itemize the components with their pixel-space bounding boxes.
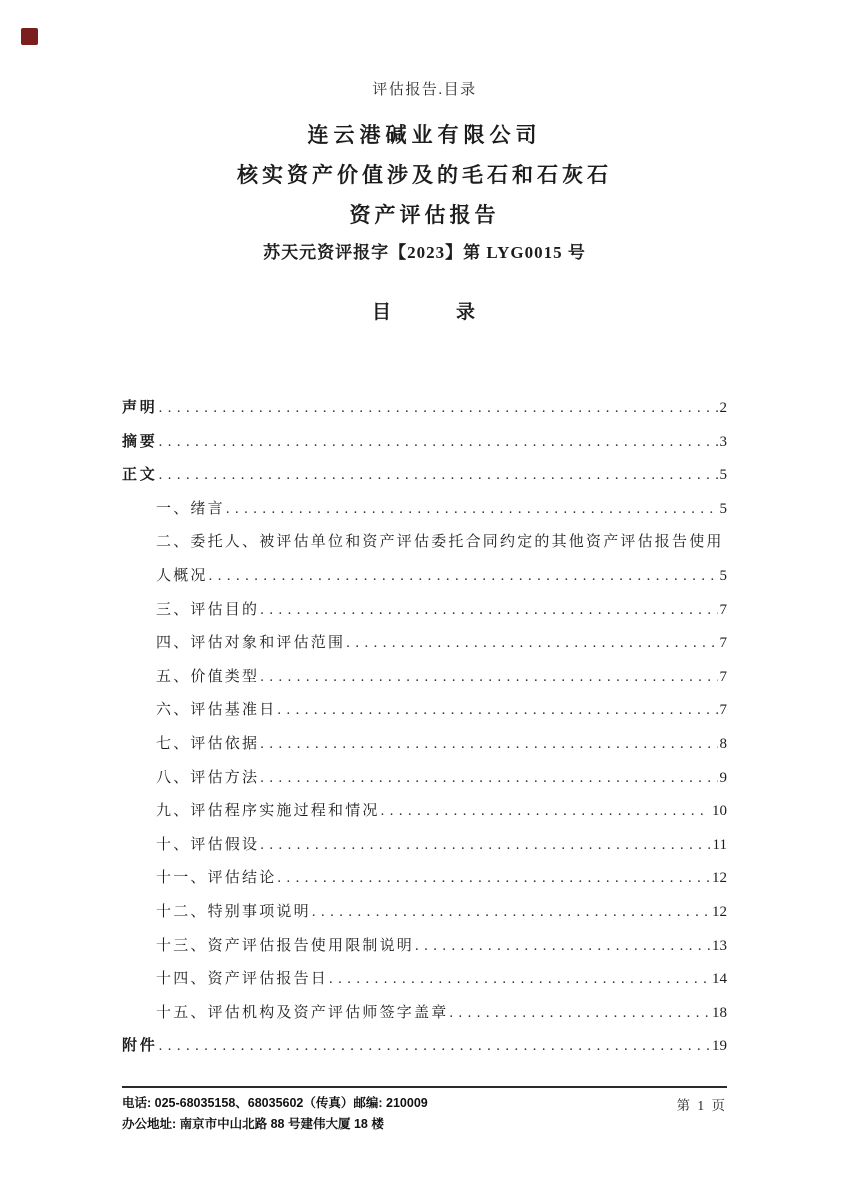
toc-entry <box>122 426 727 460</box>
footer-phone-line: 电话: 025-68035158、68035602（传真）邮编: 210009 <box>122 1096 428 1110</box>
toc-entry-label: 一、绪言 <box>156 500 225 517</box>
toc-entry-page-number: 5 <box>719 467 727 484</box>
toc-entry-page-number: 18 <box>712 1004 727 1021</box>
toc-entry <box>122 997 727 1031</box>
dot-leader <box>312 896 710 930</box>
toc-entry <box>122 560 727 594</box>
toc-entry-page-number: 7 <box>719 702 727 719</box>
toc-entry <box>122 1030 727 1064</box>
toc-entry <box>122 594 727 628</box>
document-number: 苏天元资评报字【2023】第 LYG0015 号 <box>263 243 586 262</box>
toc-entry-label: 附件 <box>122 1038 158 1055</box>
toc-entry-label: 七、评估依据 <box>156 735 260 752</box>
toc-entry-label: 十一、评估结论 <box>156 870 277 887</box>
dot-leader <box>449 997 710 1031</box>
toc-entry-label: 声明 <box>122 400 158 416</box>
toc-heading: 目 录 <box>371 302 477 323</box>
dot-leader <box>346 627 717 661</box>
dot-leader <box>277 862 710 896</box>
toc-entry <box>122 459 727 493</box>
toc-list <box>122 392 727 1064</box>
toc-entry-page-number: 3 <box>719 433 727 450</box>
toc-entry-label: 四、评估对象和评估范围 <box>156 635 346 652</box>
toc-entry-label: 十三、资产评估报告使用限制说明 <box>156 937 415 954</box>
toc-entry-label: 五、价值类型 <box>156 668 260 685</box>
footer-contact-block <box>122 1093 428 1135</box>
toc-entry-label: 九、评估程序实施过程和情况 <box>156 803 380 820</box>
toc-entry-page-number: 12 <box>712 870 727 887</box>
toc-entry-label: 十二、特别事项说明 <box>156 903 311 920</box>
toc-entry-label: 正文 <box>122 467 158 484</box>
toc-entry-page-number: 5 <box>719 567 727 584</box>
dot-leader <box>260 762 717 796</box>
toc-entry-page-number: 11 <box>712 836 727 853</box>
toc-entry-page-number: 13 <box>712 937 727 954</box>
report-type-title: 资产评估报告 <box>349 203 500 227</box>
toc-entry <box>122 627 727 661</box>
toc-entry <box>122 762 727 796</box>
toc-entry <box>122 661 727 695</box>
toc-entry-label: 十五、评估机构及资产评估师签字盖章 <box>156 1004 449 1021</box>
page-number-indicator: 第 1 页 <box>676 1098 727 1113</box>
toc-entry <box>122 728 727 762</box>
toc-entry-label: 人概况 <box>156 567 208 584</box>
toc-entry-page-number: 9 <box>719 769 727 786</box>
toc-entry-page-number: 7 <box>719 601 727 618</box>
dot-leader <box>260 728 717 762</box>
toc-entry-page-number: 19 <box>712 1038 727 1055</box>
toc-entry-label: 十、评估假设 <box>156 836 260 853</box>
toc-entry-label: 三、评估目的 <box>156 601 260 618</box>
dot-leader <box>381 795 710 829</box>
dot-leader <box>159 1030 710 1064</box>
red-stamp-mark <box>21 28 38 45</box>
company-title: 连云港碱业有限公司 <box>307 123 542 147</box>
toc-entry-page-number: 12 <box>712 903 727 920</box>
dot-leader <box>260 829 710 863</box>
dot-leader <box>329 963 710 997</box>
toc-entry-label: 八、评估方法 <box>156 769 260 786</box>
toc-entry <box>122 963 727 997</box>
toc-entry <box>122 896 727 930</box>
toc-entry <box>122 795 727 829</box>
toc-entry-page-number: 10 <box>712 803 727 820</box>
dot-leader <box>415 930 710 964</box>
dot-leader <box>209 560 718 594</box>
toc-entry <box>122 493 727 527</box>
toc-entry <box>122 829 727 863</box>
dot-leader <box>277 694 717 728</box>
toc-entry <box>122 526 727 560</box>
toc-entry-label: 六、评估基准日 <box>156 702 277 719</box>
toc-entry-page-number: 8 <box>719 735 727 752</box>
dot-leader <box>260 594 717 628</box>
dot-leader <box>159 426 718 460</box>
toc-entry-page-number: 5 <box>719 500 727 517</box>
toc-entry-label: 摘要 <box>122 433 158 450</box>
toc-entry <box>122 862 727 896</box>
toc-entry-page-number: 14 <box>712 971 727 988</box>
toc-entry <box>122 930 727 964</box>
running-header: 评估报告.目录 <box>372 82 477 98</box>
page-footer <box>122 1086 727 1135</box>
toc-entry <box>122 392 727 426</box>
dot-leader <box>159 459 718 493</box>
dot-leader <box>260 661 717 695</box>
toc-entry-page-number: 7 <box>719 635 727 652</box>
toc-entry <box>122 694 727 728</box>
toc-entry-page-number: 2 <box>719 400 727 416</box>
dot-leader <box>226 493 718 527</box>
toc-entry-label: 二、委托人、被评估单位和资产评估委托合同约定的其他资产评估报告使用 <box>156 534 724 551</box>
toc-entry-label: 十四、资产评估报告日 <box>156 971 329 988</box>
subject-title: 核实资产价值涉及的毛石和石灰石 <box>237 163 612 187</box>
footer-address-line: 办公地址: 南京市中山北路 88 号建伟大厦 18 楼 <box>122 1117 384 1131</box>
toc-entry-page-number: 7 <box>719 668 727 685</box>
dot-leader <box>159 392 718 426</box>
